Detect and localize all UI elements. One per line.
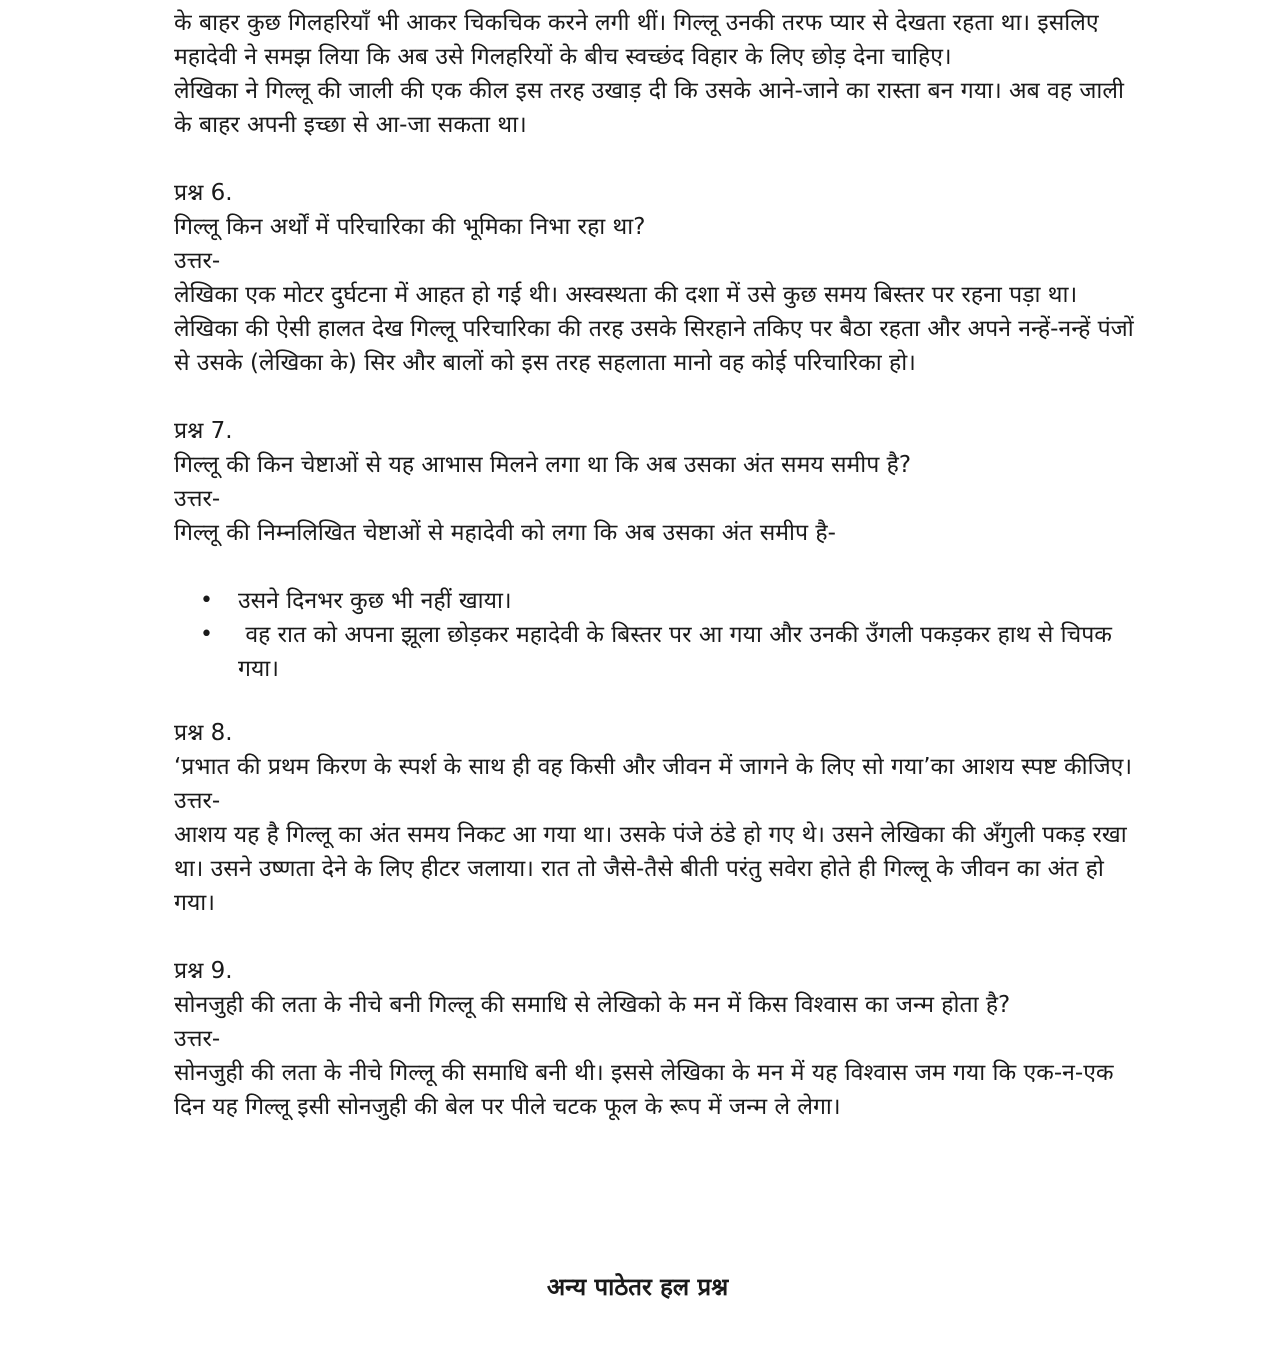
question-number: प्रश्न 7. [174, 418, 233, 444]
answer-label: उत्तर- [174, 1026, 221, 1052]
question-6 [174, 176, 1134, 380]
answer-text: सोनजुही की लता के नीचे गिल्लू की समाधि बनी थी। इससे लेखिका के मन में यह विश्वास जम गया कि एक-न-एक दिन यह गिल्लू इसी सोनजुही की बेल पर पीले चटक फूल के रूप में जन्म ले लेगा। [174, 1060, 1114, 1120]
question-number: प्रश्न 8. [174, 720, 233, 746]
question-text: गिल्लू किन अर्थों में परिचारिका की भूमिका निभा रहा था? [174, 214, 646, 240]
intro-paragraph-1: के बाहर कुछ गिलहरियाँ भी आकर चिकचिक करने लगी थीं। गिल्लू उनकी तरफ प्यार से देखता रहता था। इसलिए महादेवी ने समझ लिया कि अब उसे गिलहरियों के बीच स्वच्छंद विहार के लिए छोड़ देना चाहिए। [174, 10, 1099, 70]
section-heading: अन्य पाठेतर हल प्रश्न [546, 1273, 729, 1301]
list-item-text: वह रात को अपना झूला छोड़कर महादेवी के बिस्तर पर आ गया और उनकी उँगली पकड़कर हाथ से चिपक गया। [238, 622, 1120, 682]
answer-label: उत्तर- [174, 248, 221, 274]
answer-text: गिल्लू की निम्नलिखित चेष्टाओं से महादेवी को लगा कि अब उसका अंत समीप है- [174, 520, 836, 546]
question-7 [174, 414, 1134, 686]
answer-label: उत्तर- [174, 788, 221, 814]
question-9 [174, 954, 1134, 1124]
answer-text: आशय यह है गिल्लू का अंत समय निकट आ गया था। उसके पंजे ठंडे हो गए थे। उसने लेखिका की अँगुली पकड़ रखा था। उसने उष्णता देने के लिए हीटर जलाया। रात तो जैसे-तैसे बीती परंतु सवेरा होते ही गिल्लू के जीवन का अंत हो गया। [174, 822, 1127, 916]
question-number: प्रश्न 9. [174, 958, 233, 984]
question-number: प्रश्न 6. [174, 180, 233, 206]
bullet-icon: • [200, 588, 213, 613]
list-item [200, 618, 1134, 686]
question-text: गिल्लू की किन चेष्टाओं से यह आभास मिलने लगा था कि अब उसका अंत समय समीप है? [174, 452, 912, 478]
answer-text: लेखिका एक मोटर दुर्घटना में आहत हो गई थी। अस्वस्थता की दशा में उसे कुछ समय बिस्तर पर रहना पड़ा था। लेखिका की ऐसी हालत देख गिल्लू परिचारिका की तरह उसके सिरहाने तकिए पर बैठा रहता और अपने नन्हें-नन्हें पंजों से उसके (लेखिका के) सिर और बालों को इस तरह सहलाता मानो वह कोई परिचारिका हो। [174, 282, 1134, 376]
answer-bullet-list [174, 584, 1134, 686]
list-item-text: उसने दिनभर कुछ भी नहीं खाया। [238, 588, 512, 614]
question-8 [174, 716, 1134, 920]
question-text: सोनजुही की लता के नीचे बनी गिल्लू की समाधि से लेखिको के मन में किस विश्वास का जन्म होता है? [174, 992, 1011, 1018]
question-text: ‘प्रभात की प्रथम किरण के स्पर्श के साथ ही वह किसी और जीवन में जागने के लिए सो गया’का आशय स्पष्ट कीजिए। [174, 754, 1133, 780]
answer-label: उत्तर- [174, 486, 221, 512]
bullet-icon: • [200, 622, 213, 647]
document-body [174, 6, 1134, 1124]
list-item [200, 584, 1134, 618]
intro-paragraph-2: लेखिका ने गिल्लू की जाली की एक कील इस तरह उखाड़ दी कि उसके आने-जाने का रास्ता बन गया। अब वह जाली के बाहर अपनी इच्छा से आ-जा सकता था। [174, 78, 1124, 138]
